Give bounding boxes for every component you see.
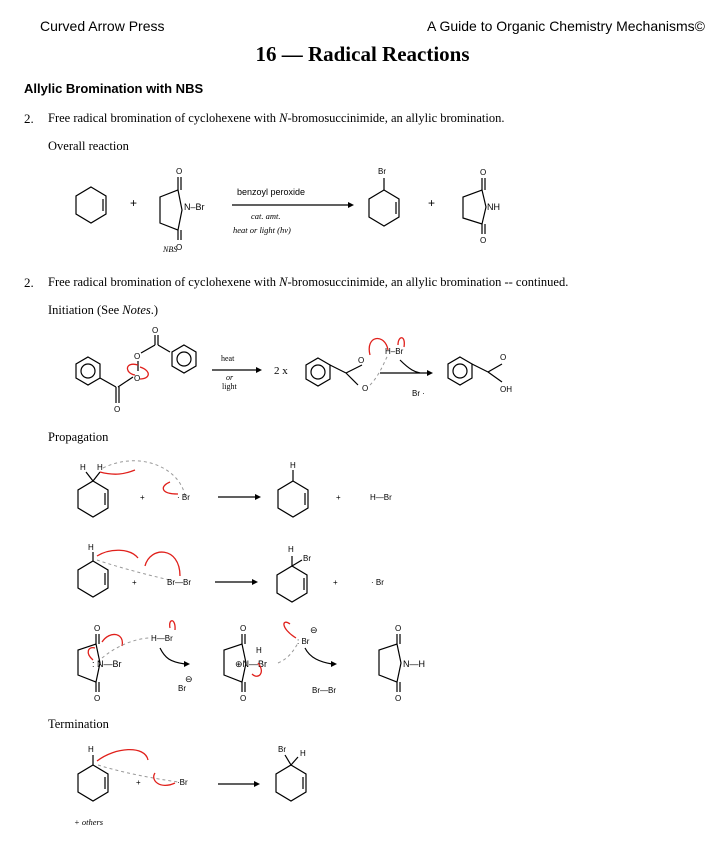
oxygen-label: O <box>362 384 369 393</box>
step-text-italic: N <box>279 111 288 125</box>
condition-light: light <box>222 382 237 391</box>
publisher-name: Curved Arrow Press <box>40 18 165 34</box>
oxygen-label: O <box>500 353 507 362</box>
n-br-label: N–Br <box>184 202 205 212</box>
benzoic-acid-structure <box>448 353 512 394</box>
bromine-radical: Br · <box>412 389 425 398</box>
termination-scheme <box>0 735 725 835</box>
nh-label: NH <box>487 202 500 212</box>
bromine-label: Br <box>303 554 311 563</box>
hydrogen-label: H <box>88 543 94 552</box>
step-number: 2. <box>24 275 34 290</box>
oxygen-label: O <box>176 243 183 252</box>
hydrogen-label: H <box>288 545 294 554</box>
negative-charge: ⊖ <box>310 625 318 635</box>
heading-part: .) <box>150 303 159 317</box>
benzoyloxy-radical-structure <box>306 338 425 398</box>
oxygen-label: O <box>94 694 101 703</box>
oxygen-label: O <box>134 352 141 361</box>
bromocyclohexene-structure <box>369 167 399 226</box>
bromine-radical: ·Br <box>177 778 188 787</box>
overall-reaction-heading: Overall reaction <box>48 139 129 153</box>
initiation-scheme <box>0 325 725 420</box>
nbs-structure <box>160 167 205 254</box>
step-text-part: Free radical bromination of cyclohexene with <box>48 275 280 289</box>
nitrogen-bromine: : N—Br <box>92 659 122 669</box>
bromine-label: Br <box>178 684 186 693</box>
hydrogen-label: H <box>256 646 262 655</box>
cyclohexene-structure <box>76 187 106 223</box>
nbs-label: NBS <box>163 245 178 254</box>
bromine-label: Br <box>378 167 386 176</box>
nitrogen-bromine-cation: ⊕N—Br <box>235 659 268 669</box>
step-description <box>48 111 504 126</box>
catalyst-label: benzoyl peroxide <box>237 187 306 197</box>
propagation-heading: Propagation <box>48 430 109 444</box>
step-number: 2. <box>24 111 34 126</box>
step-text-part: Free radical bromination of cyclohexene with <box>48 111 280 125</box>
plus-sign: + <box>132 578 137 587</box>
step-text-part: -bromosuccinimide, an allylic bromination. <box>287 111 505 125</box>
bromine-label: Br <box>278 745 286 754</box>
h-br-label: H—Br <box>151 634 173 643</box>
h-br-label: H–Br <box>385 347 404 356</box>
heading-italic: Notes <box>122 303 151 317</box>
plus-sign: + <box>333 578 338 587</box>
propagation-row-1 <box>78 461 392 517</box>
bromine-bromine: Br—Br <box>312 686 336 695</box>
bromine-bromine: Br—Br <box>167 578 191 587</box>
initiation-heading <box>48 303 158 318</box>
condition-heat: heat <box>221 354 235 363</box>
propagation-row-3 <box>78 621 425 703</box>
propagation-row-2 <box>78 543 384 602</box>
hydrogen-label: H <box>88 745 94 754</box>
oxygen-label: O <box>134 374 141 383</box>
hydrogen-label: H <box>97 463 103 472</box>
oxygen-label: O <box>240 694 247 703</box>
plus-sign: + <box>130 196 138 210</box>
condition-or: or <box>226 373 234 382</box>
plus-sign: + <box>136 778 141 787</box>
bromine-radical: · Br <box>177 493 190 502</box>
termination-heading: Termination <box>48 717 109 731</box>
plus-sign: + <box>336 493 341 502</box>
step-text-italic: N <box>279 275 288 289</box>
oxygen-label: O <box>480 236 487 245</box>
heading-part: Initiation (See <box>48 303 123 317</box>
step-description <box>48 275 568 290</box>
page-title: 16 — Radical Reactions <box>255 42 470 66</box>
benzoyl-peroxide-structure <box>76 326 196 414</box>
oxygen-label: O <box>240 624 247 633</box>
propagation-scheme <box>0 448 725 710</box>
plus-sign: + <box>428 196 436 210</box>
oxygen-label: O <box>358 356 365 365</box>
plus-sign: + <box>140 493 145 502</box>
h-br-label: H—Br <box>370 493 392 502</box>
oxygen-label: O <box>480 168 487 177</box>
oxygen-label: O <box>94 624 101 633</box>
step-text-part: -bromosuccinimide, an allylic bromination -- continued. <box>287 275 569 289</box>
oxygen-label: O <box>152 326 159 335</box>
hydroxyl-label: OH <box>500 385 512 394</box>
hydrogen-label: H <box>80 463 86 472</box>
hydrogen-label: H <box>300 749 306 758</box>
hydrogen-label: H <box>290 461 296 470</box>
catalyst-amount: cat. amt. <box>251 211 281 221</box>
bromine-radical: · Br <box>371 578 384 587</box>
negative-charge: ⊖ <box>185 674 193 684</box>
bromide-anion: : Br <box>297 637 310 646</box>
nitrogen-hydrogen: N—H <box>403 659 425 669</box>
multiplier: 2 x <box>274 365 288 377</box>
oxygen-label: O <box>395 624 402 633</box>
others-note: + others <box>74 817 104 827</box>
conditions-label: heat or light (hν) <box>233 225 291 235</box>
oxygen-label: O <box>395 694 402 703</box>
succinimide-structure <box>463 168 500 245</box>
overall-reaction-scheme <box>0 160 725 260</box>
oxygen-label: O <box>114 405 121 414</box>
section-title: Allylic Bromination with NBS <box>24 81 204 96</box>
oxygen-label: O <box>176 167 183 176</box>
book-title: A Guide to Organic Chemistry Mechanisms© <box>427 18 705 34</box>
